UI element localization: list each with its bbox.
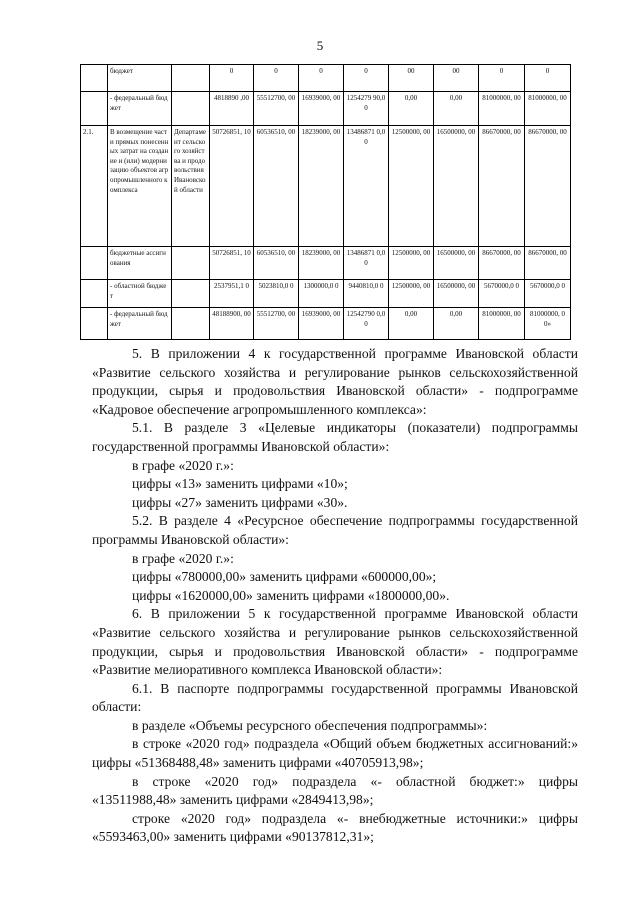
paragraph-5-2: 5.2. В разделе 4 «Ресурсное обеспечение подпрограммы государственной программы Ивановской области»:	[92, 513, 578, 547]
value-cell: 9440810,0 0	[344, 280, 389, 308]
paragraph-6-1-change-3: строке «2020 год» подраздела «- внебюджетные источники:» цифры «5593463,00» заменить цифрами «90137812,31»;	[92, 810, 578, 845]
paragraph-5: 5. В приложении 4 к государственной программе Ивановской области «Развитие сельского хозяйства и регулирование рынков сельскохозяйственной продукции, сырья и продовольствия Ивановской области» - подпрограмме «Кадровое обеспечение агропромышленного комплекса»:	[92, 346, 578, 417]
value-cell: 0	[479, 65, 525, 92]
value-cell: 81000000, 00	[479, 92, 525, 126]
value-cell: 81000000, 00	[525, 92, 571, 126]
value-cell: 16500000, 00	[434, 126, 479, 247]
value-cell: 60536510, 00	[254, 247, 299, 280]
value-cell: 81000000, 00»	[525, 308, 571, 340]
value-cell: 50726851, 10	[210, 247, 254, 280]
table-row	[81, 92, 571, 126]
table-row	[81, 126, 571, 247]
paragraph-5-1-column: в графе «2020 г.»:	[132, 457, 234, 473]
value-cell: 12500000, 00	[389, 280, 434, 308]
row-number-cell	[81, 280, 108, 308]
paragraph-6-1: 6.1. В паспорте подпрограммы государственной программы Ивановской области:	[92, 680, 578, 715]
value-cell: 12542790 0,00	[344, 308, 389, 340]
paragraph-6: 6. В приложении 5 к государственной программе Ивановской области «Развитие сельского хозяйства и регулирование рынков сельскохозяйственной продукции, сырья и продовольствия Ивановской области» - подпрограмме «Развитие мелиоративного комплекса Ивановской области»:	[92, 606, 578, 678]
row-name-cell: В возмещение части прямых понесенных затрат на создание и (или) модернизацию объектов агропромышленного комплекса	[108, 126, 172, 247]
value-cell: 2537951,1 0	[210, 280, 254, 308]
value-cell: 5670000,0 0	[479, 280, 525, 308]
value-cell: 5023810,0 0	[254, 280, 299, 308]
value-cell: 00	[434, 65, 479, 92]
row-number-cell	[81, 308, 108, 340]
row-name-cell: - федеральный бюджет	[108, 92, 172, 126]
value-cell: 16500000, 00	[434, 247, 479, 280]
value-cell: 48188900, 00	[210, 308, 254, 340]
paragraph-6-1-change-2: в строке «2020 год» подраздела «- областной бюджет:» цифры «13511988,48» заменить цифрами «2849413,98»;	[92, 773, 578, 808]
budget-table	[80, 64, 571, 340]
value-cell: 16939000, 00	[299, 92, 344, 126]
value-cell: 16500000, 00	[434, 280, 479, 308]
value-cell: 18239000, 00	[299, 247, 344, 280]
value-cell: 50726851, 10	[210, 126, 254, 247]
executor-cell: Департамент сельского хозяйства и продовольствия Ивановской области	[172, 126, 210, 247]
value-cell: 86670000, 00	[525, 247, 571, 280]
row-number-cell	[81, 247, 108, 280]
table-row	[81, 280, 571, 308]
paragraph-6-1-change-1: в строке «2020 год» подраздела «Общий объем бюджетных ассигнований:» цифры «51368488,48» заменить цифрами «40705913,98»;	[92, 736, 578, 771]
paragraph-5-1: 5.1. В разделе 3 «Целевые индикаторы (показатели) подпрограммы государственной программы Ивановской области»:	[92, 420, 578, 454]
paragraph-5-1-change-1: цифры «13» заменить цифрами «10»;	[132, 476, 348, 492]
executor-cell	[172, 92, 210, 126]
value-cell: 86670000, 00	[479, 126, 525, 247]
value-cell: 55512700, 00	[254, 308, 299, 340]
executor-cell	[172, 247, 210, 280]
value-cell: 16939000, 00	[299, 308, 344, 340]
value-cell: 5670000,0 0	[525, 280, 571, 308]
table-row	[81, 308, 571, 340]
value-cell: 60536510, 00	[254, 126, 299, 247]
document-body	[92, 345, 578, 847]
row-number-cell	[81, 92, 108, 126]
value-cell: 00	[389, 65, 434, 92]
value-cell: 86670000, 00	[479, 247, 525, 280]
value-cell: 0	[299, 65, 344, 92]
value-cell: 0	[525, 65, 571, 92]
row-number-cell: 2.1.	[81, 126, 108, 247]
row-name-cell: - областной бюджет	[108, 280, 172, 308]
table-row	[81, 247, 571, 280]
executor-cell	[172, 308, 210, 340]
value-cell: 81000000, 00	[479, 308, 525, 340]
value-cell: 12500000, 00	[389, 126, 434, 247]
value-cell: 18239000, 00	[299, 126, 344, 247]
value-cell: 0,00	[389, 308, 434, 340]
executor-cell	[172, 65, 210, 92]
paragraph-5-2-change-1: цифры «780000,00» заменить цифрами «600000,00»;	[132, 569, 437, 585]
value-cell: 0,00	[389, 92, 434, 126]
paragraph-5-1-change-2: цифры «27» заменить цифрами «30».	[132, 494, 348, 510]
budget-table-body	[81, 65, 571, 340]
page-number: 5	[316, 38, 324, 53]
paragraph-5-2-change-2: цифры «1620000,00» заменить цифрами «1800000,00».	[132, 587, 450, 603]
value-cell: 1254279 90,00	[344, 92, 389, 126]
table-row	[81, 65, 571, 92]
value-cell: 13486871 0,00	[344, 247, 389, 280]
row-number-cell	[81, 65, 108, 92]
value-cell: 0,00	[434, 308, 479, 340]
value-cell: 4818890 ,00	[210, 92, 254, 126]
row-name-cell: бюджет	[108, 65, 172, 92]
value-cell: 0	[254, 65, 299, 92]
value-cell: 0	[344, 65, 389, 92]
value-cell: 1300000,0 0	[299, 280, 344, 308]
row-name-cell: бюджетные ассигнования	[108, 247, 172, 280]
value-cell: 0	[210, 65, 254, 92]
paragraph-6-1-section: в разделе «Объемы ресурсного обеспечения подпрограммы»:	[132, 717, 488, 733]
value-cell: 12500000, 00	[389, 247, 434, 280]
value-cell: 86670000, 00	[525, 126, 571, 247]
value-cell: 0,00	[434, 92, 479, 126]
value-cell: 55512700, 00	[254, 92, 299, 126]
paragraph-5-2-column: в графе «2020 г.»:	[132, 550, 234, 566]
value-cell: 13486871 0,00	[344, 126, 389, 247]
row-name-cell: - федеральный бюджет	[108, 308, 172, 340]
executor-cell	[172, 280, 210, 308]
